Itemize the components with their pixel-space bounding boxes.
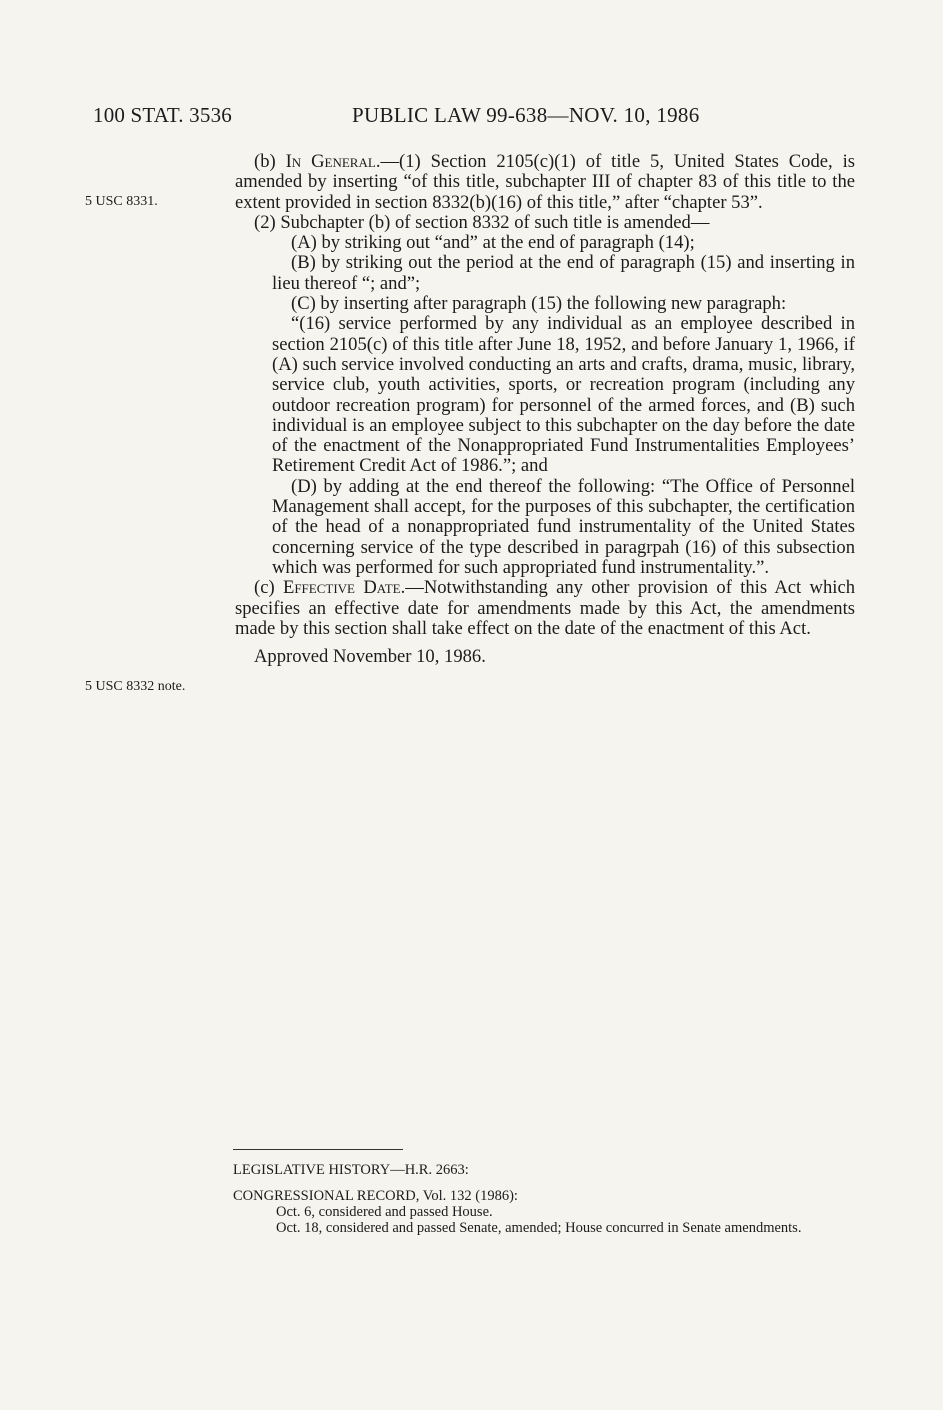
legislative-history-title: LEGISLATIVE HISTORY—H.R. 2663:	[233, 1162, 469, 1178]
subparagraph-C: (C) by inserting after paragraph (15) the following new paragraph:	[291, 293, 787, 315]
law-title: PUBLIC LAW 99-638—NOV. 10, 1986	[352, 103, 700, 127]
subsection-c: (c) Effective Date.—Notwithstanding any other provision of this Act which specifies an effective date for amendments made by this Act, the amendments made by this section shall take effect on the date of the enactment of this Act.	[235, 577, 855, 639]
margin-note-usc-8331: 5 USC 8331.	[85, 194, 158, 209]
new-paragraph-16: “(16) service performed by any individual as an employee described in section 2105(c) of this title after June 18, 1952, and before January 1, 1966, if (A) such service involved conducting an arts and crafts, drama, music, library, service club, youth activities, sports, or recreation program (including any outdoor recreation program) for personnel of the armed forces, and (B) such individual is an employee subject to this subchapter on the day before the date of the enactment of the Nonappropriated Fund Instrumentalities Employees’ Retirement Credit Act of 1986.”; and	[272, 313, 855, 477]
subparagraph-A: (A) by striking out “and” at the end of paragraph (14);	[291, 232, 695, 254]
subsection-b: (b) In General.—(1) Section 2105(c)(1) of title 5, United States Code, is amended by inserting “of this title, subchapter III of chapter 83 of this title to the extent provided in section 8332(b)(16) of this title,” after “chapter 53”.	[235, 151, 855, 213]
legislative-history	[233, 1162, 853, 1236]
statute-page-number: 100 STAT. 3536	[93, 103, 232, 127]
law-body	[235, 152, 855, 667]
history-item: Oct. 18, considered and passed Senate, amended; House concurred in Senate amendments.	[276, 1220, 802, 1236]
paragraph-2: (2) Subchapter (b) of section 8332 of such title is amended—	[254, 211, 710, 233]
margin-note-usc-8332-note: 5 USC 8332 note.	[85, 679, 186, 694]
history-item: Oct. 6, considered and passed House.	[276, 1204, 493, 1220]
subparagraph-B: (B) by striking out the period at the end of paragraph (15) and inserting in lieu thereof “; and”;	[272, 252, 855, 294]
page-header	[0, 103, 943, 133]
approval-date: Approved November 10, 1986.	[254, 646, 486, 668]
footnote-divider	[233, 1149, 403, 1150]
congressional-record-heading: CONGRESSIONAL RECORD, Vol. 132 (1986):	[233, 1188, 518, 1204]
subparagraph-D: (D) by adding at the end thereof the following: “The Office of Personnel Management shall accept, for the purposes of this subchapter, the certification of the head of a nonappropriated fund instrumentality of the United States concerning service of the type described in paragrpah (16) of this subsection which was performed for such appropriated fund instrumentality.”.	[272, 475, 855, 578]
subsection-b-heading: In General	[285, 151, 376, 172]
subsection-c-heading: Effective Date	[282, 577, 401, 599]
